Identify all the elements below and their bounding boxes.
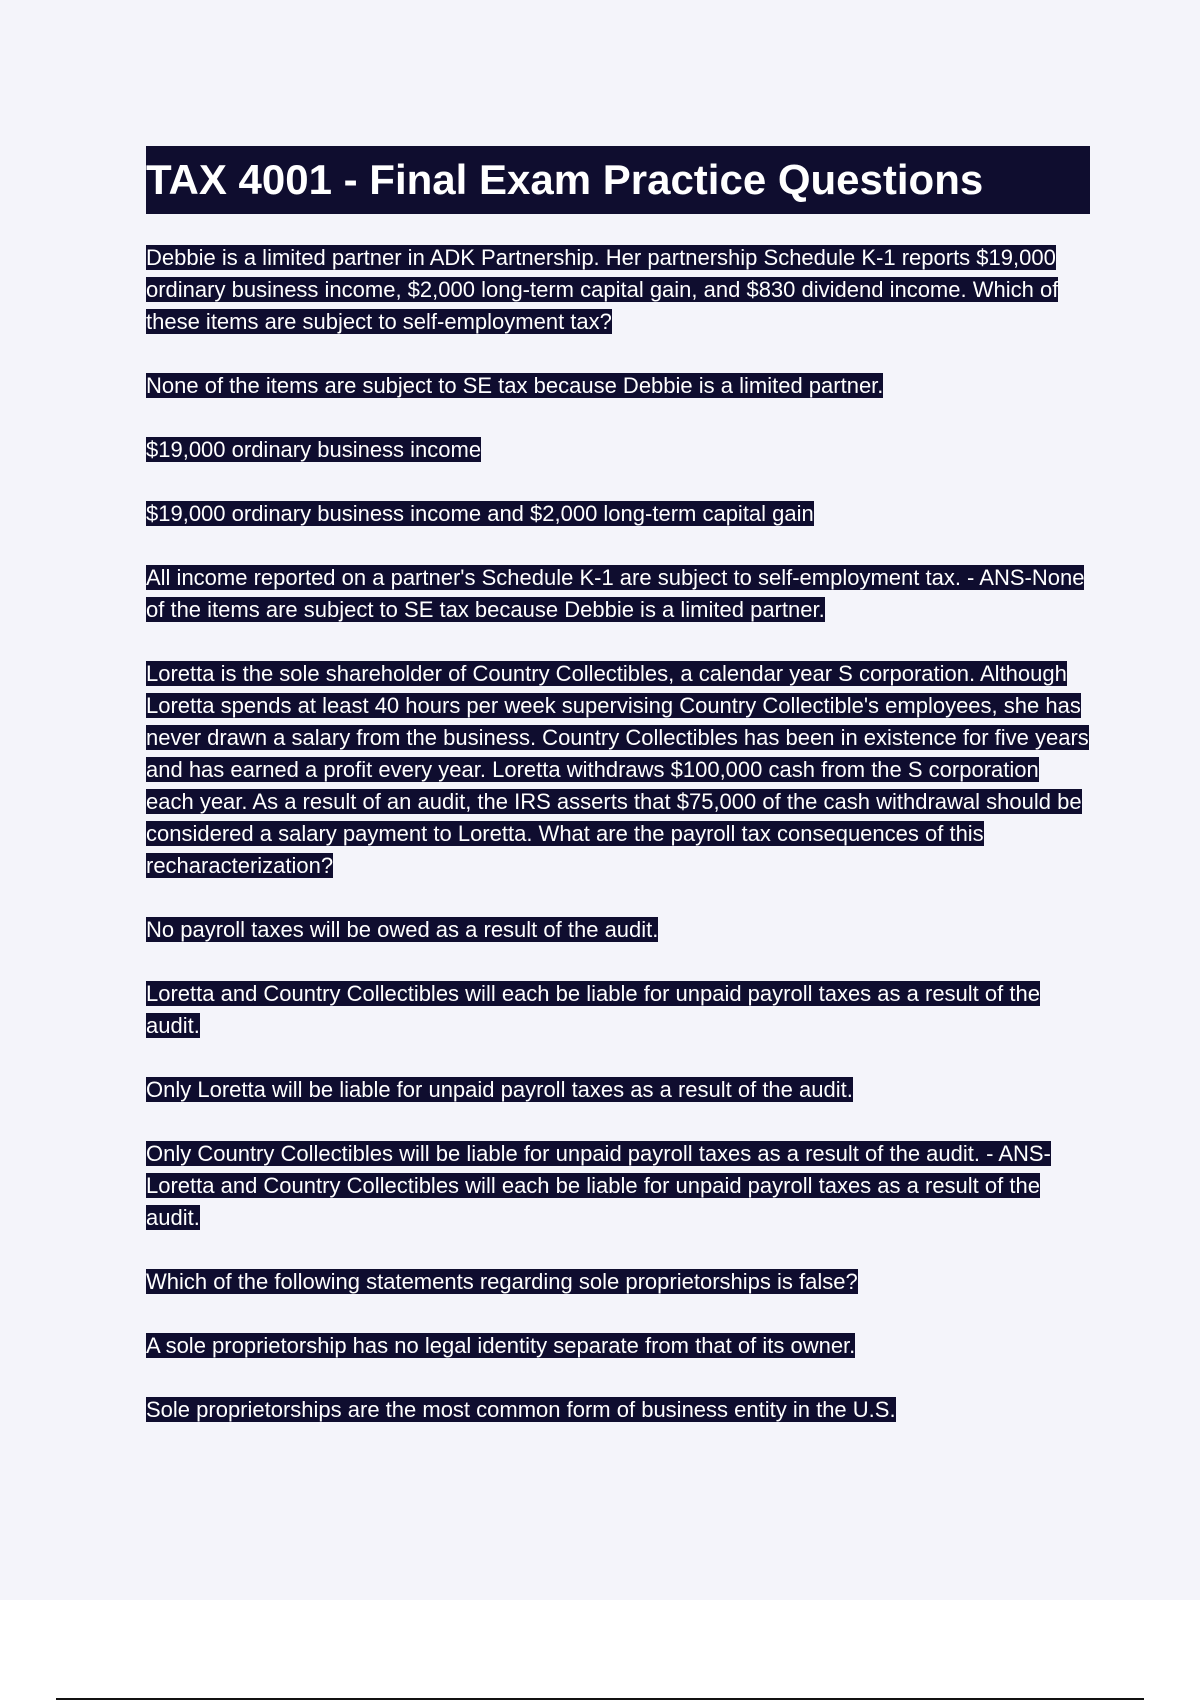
question-2-option-a [146,914,1090,946]
question-3-text: Which of the following statements regarding sole proprietorships is false? [146,1269,858,1294]
question-1-option-d-answer [146,562,1090,626]
option-text: $19,000 ordinary business income [146,437,482,462]
option-answer-text: Only Country Collectibles will be liable for unpaid payroll taxes as a result of the audit. - ANS-Loretta and Country Collectibles will each be liable for unpaid payroll taxes as a result of the audit. [146,1141,1051,1230]
option-text: Loretta and Country Collectibles will each be liable for unpaid payroll taxes as a result of the audit. [146,981,1040,1038]
option-text: Sole proprietorships are the most common form of business entity in the U.S. [146,1397,896,1422]
question-2-text: Loretta is the sole shareholder of Country Collectibles, a calendar year S corporation. Although Loretta spends at least 40 hours per week supervising Country Collectible's employees, she has never drawn a salary from the business. Country Collectibles has been in existence for five years and has earned a profit every year. Loretta withdraws $100,000 cash from the S corporation each year. As a result of an audit, the IRS asserts that $75,000 of the cash withdrawal should be considered a salary payment to Loretta. What are the payroll tax consequences of this recharacterization? [146,661,1089,878]
page-footer [0,1600,1200,1700]
question-1-option-c [146,498,1090,530]
question-3 [146,1266,1090,1298]
option-answer-text: All income reported on a partner's Schedule K-1 are subject to self-employment tax. - ANS-None of the items are subject to SE tax because Debbie is a limited partner. [146,565,1085,622]
question-2-option-b [146,978,1090,1042]
option-text: Only Loretta will be liable for unpaid payroll taxes as a result of the audit. [146,1077,853,1102]
document-body [146,146,1090,1458]
question-1-option-a [146,370,1090,402]
question-3-option-b [146,1394,1090,1426]
title-block [146,146,1090,214]
question-2-option-c [146,1074,1090,1106]
question-2 [146,658,1090,882]
document-title: TAX 4001 - Final Exam Practice Questions [146,146,1090,214]
question-3-option-a [146,1330,1090,1362]
option-text: A sole proprietorship has no legal identity separate from that of its owner. [146,1333,856,1358]
option-text: $19,000 ordinary business income and $2,000 long-term capital gain [146,501,814,526]
option-text: No payroll taxes will be owed as a result of the audit. [146,917,659,942]
question-1 [146,242,1090,338]
question-1-text: Debbie is a limited partner in ADK Partnership. Her partnership Schedule K-1 reports $19,000 ordinary business income, $2,000 long-term capital gain, and $830 dividend income. Which of these items are subject to self-employment tax? [146,245,1059,334]
question-2-option-d-answer [146,1138,1090,1234]
option-text: None of the items are subject to SE tax because Debbie is a limited partner. [146,373,884,398]
question-1-option-b [146,434,1090,466]
